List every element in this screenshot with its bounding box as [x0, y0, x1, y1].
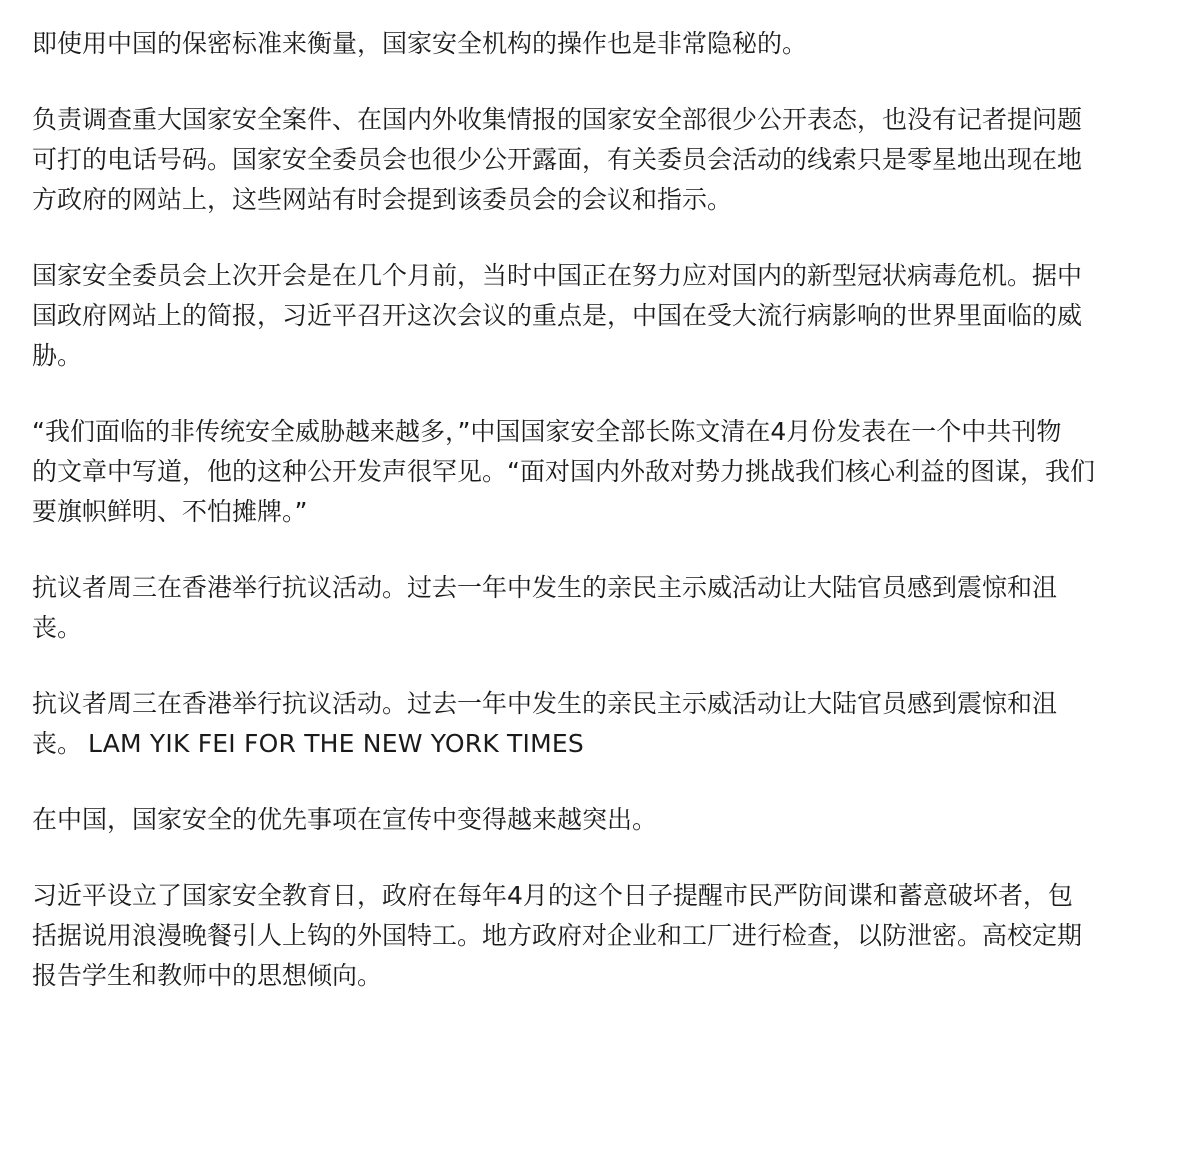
paragraph-commission-meeting: 国家安全委员会上次开会是在几个月前，当时中国正在努力应对国内的新型冠状病毒危机。据中 国政府网站上的简报，习近平召开这次会议的重点是，中国在受大流行病影响的世界里面临的威 胁。: [32, 261, 1083, 370]
photo-caption: [32, 684, 1172, 764]
photo-credit: LAM YIK FEI FOR THE NEW YORK TIMES: [88, 729, 584, 758]
paragraph-protest: 抗议者周三在香港举行抗议活动。过去一年中发生的亲民主示威活动让大陆官员感到震惊和沮 丧。: [32, 573, 1058, 642]
paragraph-propaganda: 在中国，国家安全的优先事项在宣传中变得越来越突出。: [32, 805, 658, 834]
paragraph-ministry: 负责调查重大国家安全案件、在国内外收集情报的国家安全部很少公开表态，也没有记者提问题 可打的电话号码。国家安全委员会也很少公开露面，有关委员会活动的线索只是零星地出现在地 方政府的网站上，这些网站有时会提到该委员会的会议和指示。: [32, 105, 1083, 214]
caption-text: 抗议者周三在香港举行抗议活动。过去一年中发生的亲民主示威活动让大陆官员感到震惊和沮 丧。: [32, 689, 1058, 758]
article-body: [32, 0, 1172, 996]
paragraph-secrecy: 即使用中国的保密标准来衡量，国家安全机构的操作也是非常隐秘的。: [32, 29, 808, 58]
paragraph-minister-quote: “我们面临的非传统安全威胁越来越多，”中国国家安全部长陈文清在4月份发表在一个中共刊物 的文章中写道，他的这种公开发声很罕见。“面对国内外敌对势力挑战我们核心利益的图谋，我们 要旗帜鲜明、不怕摊牌。”: [32, 417, 1095, 526]
paragraph-education-day: 习近平设立了国家安全教育日，政府在每年4月的这个日子提醒市民严防间谍和蓄意破坏者，包 括据说用浪漫晚餐引人上钩的外国特工。地方政府对企业和工厂进行检查，以防泄密。高校定期 报告学生和教师中的思想倾向。: [32, 881, 1083, 990]
